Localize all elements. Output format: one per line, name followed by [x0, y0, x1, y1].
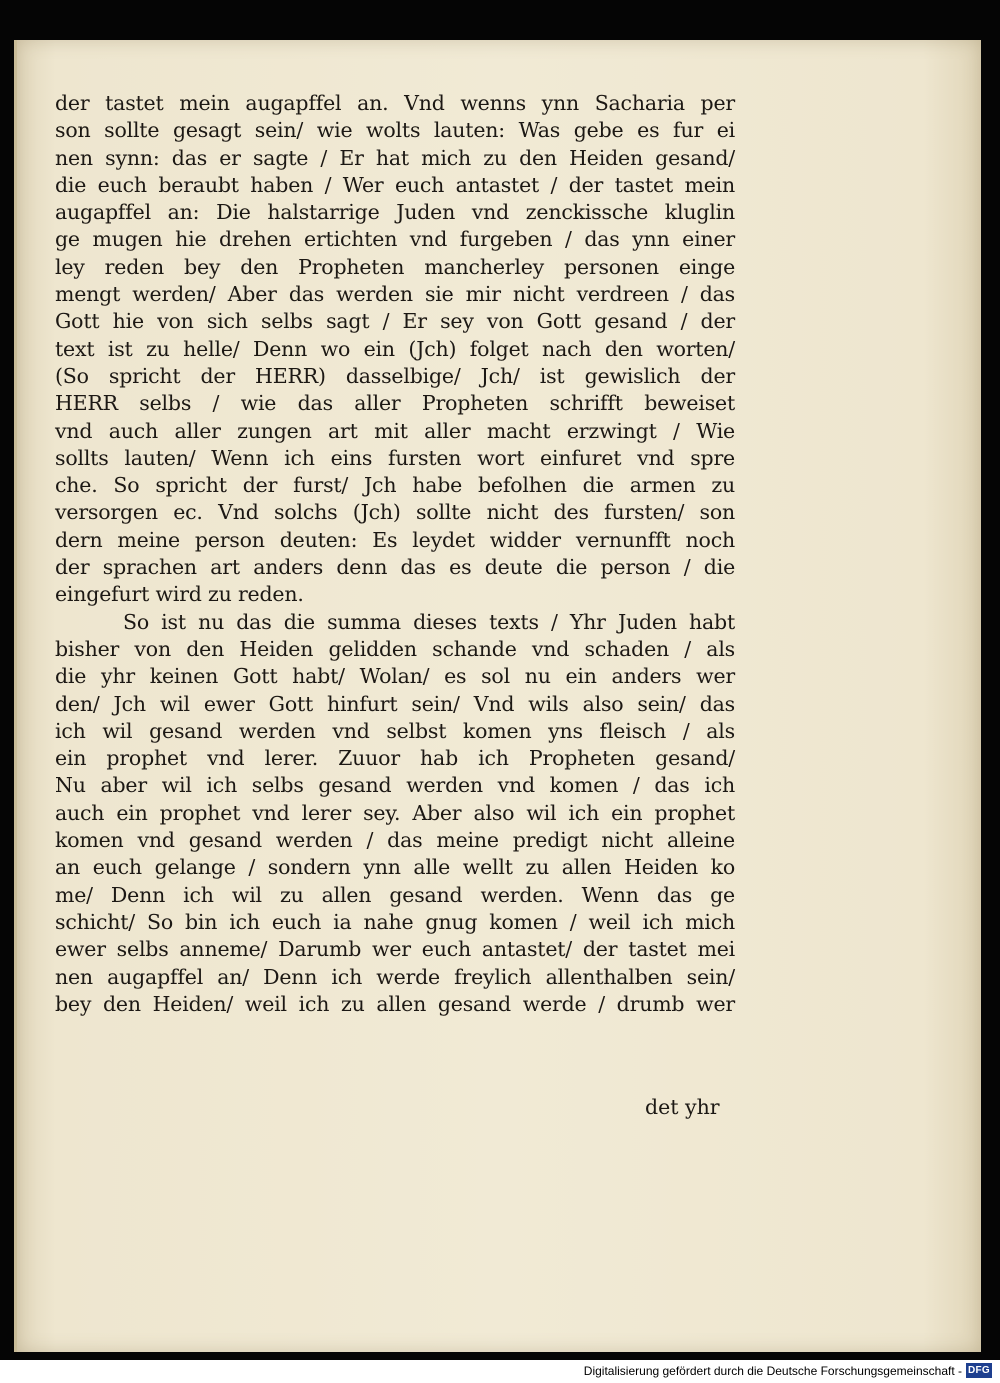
- dfg-logo-icon: DFG: [967, 1365, 990, 1376]
- text-line: ein prophet vnd lerer. Zuuor hab ich Propheten gesand/: [55, 746, 735, 771]
- text-line: versorgen ec. Vnd solchs (Jch) sollte nicht des fursten/ son: [55, 500, 735, 525]
- text-line: son sollte gesagt sein/ wie wolts lauten: Was gebe es fur ei: [55, 118, 735, 143]
- text-line: der tastet mein augapffel an. Vnd wenns ynn Sacharia per: [55, 91, 735, 115]
- text-line: an euch gelange / sondern ynn alle wellt zu allen Heiden ko: [55, 855, 735, 880]
- page-text-block: [55, 90, 735, 1018]
- book-page: [14, 40, 981, 1352]
- text-line: dern meine person deuten: Es leydet widder vernunfft noch: [55, 527, 735, 552]
- text-line: nen augapffel an/ Denn ich werde freylich allenthalben sein/: [55, 964, 735, 989]
- funding-credit: Digitalisierung gefördert durch die Deutsche Forschungsgemeinschaft -: [583, 1364, 962, 1378]
- text-line: eingefurt wird zu reden.: [55, 582, 304, 607]
- text-line: augapffel an: Die halstarrige Juden vnd zenckissche kluglin: [55, 200, 735, 225]
- text-line: ge mugen hie drehen ertichten vnd furgeben / das ynn einer: [55, 227, 735, 252]
- text-line: komen vnd gesand werden / das meine predigt nicht alleine: [55, 828, 735, 853]
- text-line: auch ein prophet vnd lerer sey. Aber also wil ich ein prophet: [55, 800, 735, 825]
- text-line: den/ Jch wil ewer Gott hinfurt sein/ Vnd wils also sein/ das: [55, 691, 735, 716]
- text-line: sollts lauten/ Wenn ich eins fursten wort einfuret vnd spre: [55, 445, 735, 470]
- text-line: schicht/ So bin ich euch ia nahe gnug komen / weil ich mich: [55, 909, 735, 934]
- text-line: bisher von den Heiden gelidden schande vnd schaden / als: [55, 636, 735, 661]
- catchword: det yhr: [645, 1095, 720, 1119]
- text-line: der sprachen art anders denn das es deute die person / die: [55, 555, 735, 580]
- text-line: HERR selbs / wie das aller Propheten schrifft beweiset: [55, 391, 735, 416]
- footer-bar: [0, 1360, 1000, 1383]
- text-line: bey den Heiden/ weil ich zu allen gesand werde / drumb wer: [55, 991, 735, 1016]
- text-line: ewer selbs anneme/ Darumb wer euch antastet/ der tastet mei: [55, 937, 735, 962]
- text-line: Nu aber wil ich selbs gesand werden vnd komen / das ich: [55, 773, 735, 798]
- text-line: So ist nu das die summa dieses texts / Yhr Juden habt: [123, 609, 735, 634]
- text-line: die euch beraubt haben / Wer euch antastet / der tastet mein: [55, 172, 735, 197]
- text-line: me/ Denn ich wil zu allen gesand werden. Wenn das ge: [55, 882, 735, 907]
- text-line: ich wil gesand werden vnd selbst komen yns fleisch / als: [55, 718, 735, 743]
- text-line: ley reden bey den Propheten mancherley personen einge: [55, 254, 735, 279]
- text-line: Gott hie von sich selbs sagt / Er sey von Gott gesand / der: [55, 309, 735, 334]
- text-line: die yhr keinen Gott habt/ Wolan/ es sol nu ein anders wer: [55, 664, 735, 689]
- text-line: text ist zu helle/ Denn wo ein (Jch) folget nach den worten/: [55, 336, 735, 361]
- text-line: nen synn: das er sagte / Er hat mich zu den Heiden gesand/: [55, 145, 735, 170]
- text-line: vnd auch aller zungen art mit aller macht erzwingt / Wie: [55, 418, 735, 443]
- text-line: (So spricht der HERR) dasselbige/ Jch/ ist gewislich der: [55, 363, 735, 388]
- text-line: che. So spricht der furst/ Jch habe befolhen die armen zu: [55, 473, 735, 498]
- text-line: mengt werden/ Aber das werden sie mir nicht verdreen / das: [55, 282, 735, 307]
